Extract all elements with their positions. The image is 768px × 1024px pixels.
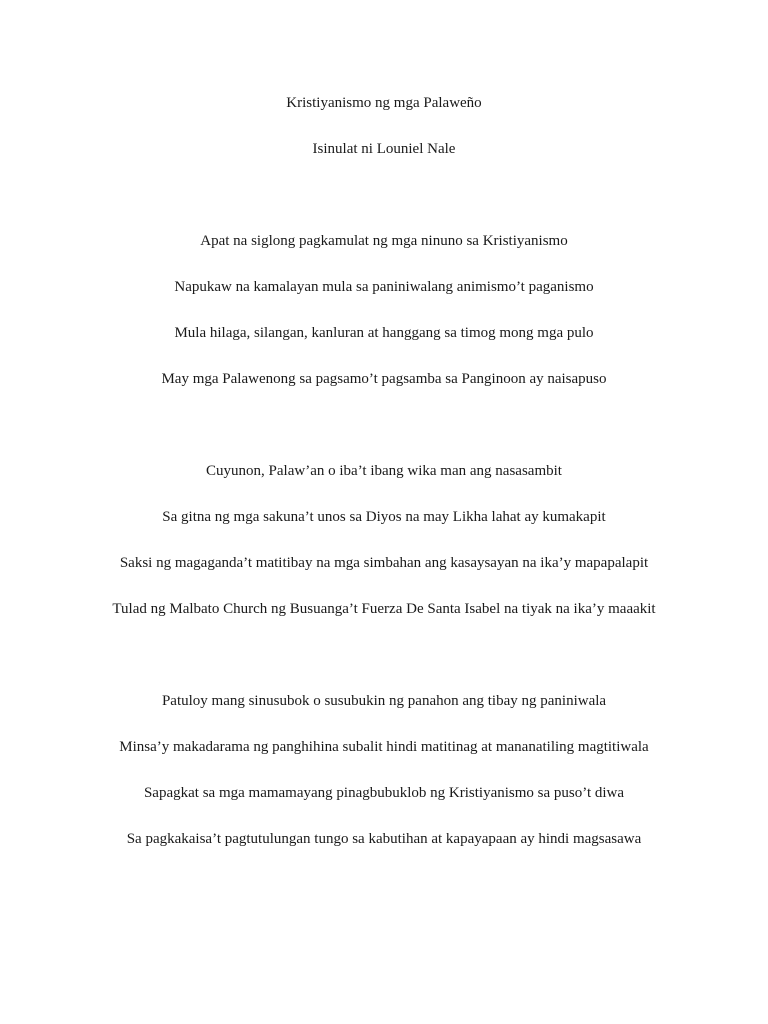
poem-line: Mula hilaga, silangan, kanluran at hanggang sa timog mong mga pulo [174, 325, 594, 341]
poem-line: May mga Palawenong sa pagsamo’t pagsamba sa Panginoon ay naisapuso [161, 371, 607, 387]
poem-line: Tulad ng Malbato Church ng Busuanga’t Fuerza De Santa Isabel na tiyak na ika’y maaakit [112, 601, 656, 617]
poem-line: Sa gitna ng mga sakuna’t unos sa Diyos na may Likha lahat ay kumakapit [162, 509, 606, 525]
poem-line: Saksi ng magaganda’t matitibay na mga simbahan ang kasaysayan na ika’y mapapalapit [119, 555, 649, 571]
poem-line: Patuloy mang sinusubok o susubukin ng panahon ang tibay ng paniniwala [161, 693, 607, 709]
poem-line: Sa pagkakaisa’t pagtutulungan tungo sa kabutihan at kapayapaan ay hindi magsasawa [126, 831, 642, 847]
poem-line: Sapagkat sa mga mamamayang pinagbubuklob ng Kristiyanismo sa puso’t diwa [143, 785, 625, 801]
poem-line: Napukaw na kamalayan mula sa paniniwalang animismo’t paganismo [174, 279, 594, 295]
poem-line: Cuyunon, Palaw’an o iba’t ibang wika man ang nasasambit [206, 463, 562, 479]
poem-line: Apat na siglong pagkamulat ng mga ninuno sa Kristiyanismo [200, 233, 568, 249]
document-author: Isinulat ni Louniel Nale [312, 141, 456, 157]
poem-line: Minsa’y makadarama ng panghihina subalit hindi matitinag at mananatiling magtitiwala [119, 739, 649, 755]
document-title: Kristiyanismo ng mga Palaweño [286, 95, 482, 111]
